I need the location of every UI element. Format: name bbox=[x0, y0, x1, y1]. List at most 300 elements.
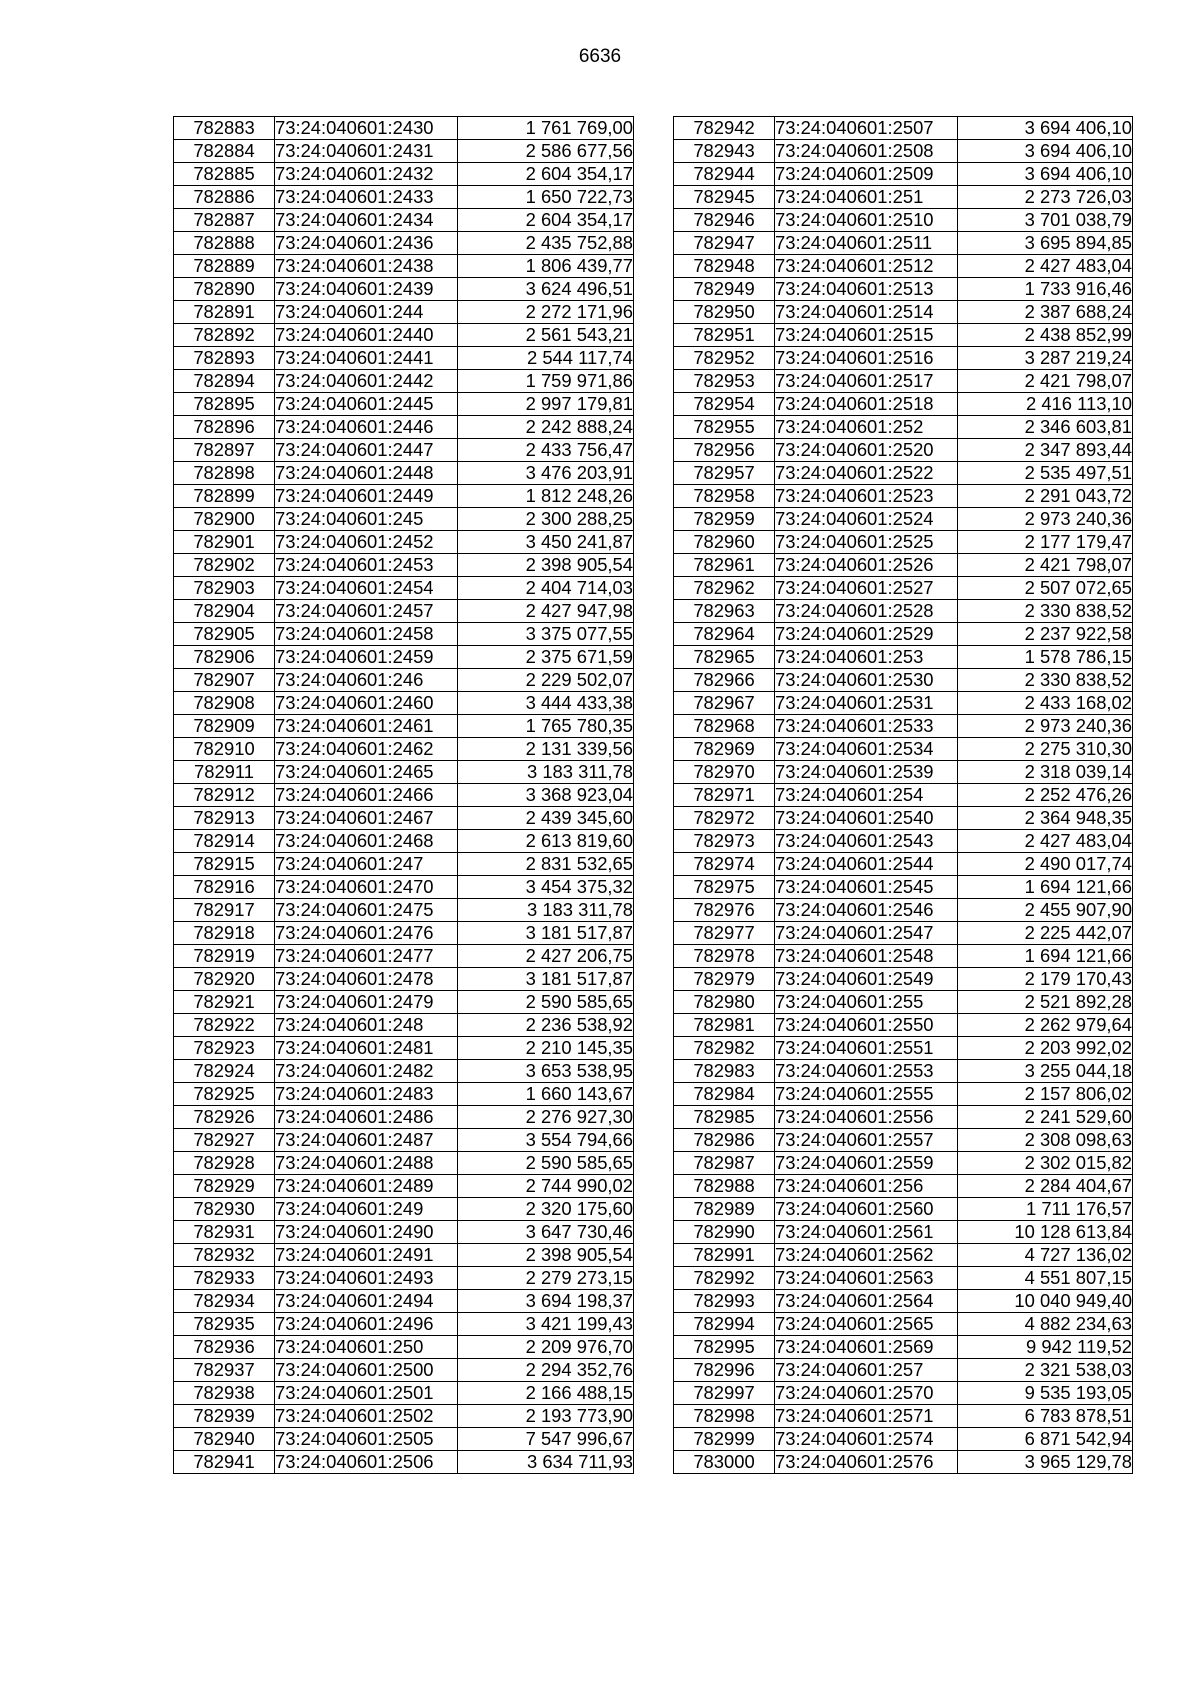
row-number-cell: 782908 bbox=[174, 692, 275, 715]
row-number-cell: 782982 bbox=[674, 1037, 775, 1060]
table-row bbox=[174, 646, 634, 669]
table-row bbox=[674, 715, 1133, 738]
table-row bbox=[174, 1451, 634, 1474]
row-number-cell: 782981 bbox=[674, 1014, 775, 1037]
cadastral-value-cell: 2 744 990,02 bbox=[458, 1175, 634, 1198]
row-number-cell: 782932 bbox=[174, 1244, 275, 1267]
row-number-cell: 782907 bbox=[174, 669, 275, 692]
cadastral-value-cell: 2 272 171,96 bbox=[458, 301, 634, 324]
cadastral-number-cell: 73:24:040601:2458 bbox=[275, 623, 458, 646]
cadastral-value-cell: 1 733 916,46 bbox=[958, 278, 1133, 301]
row-number-cell: 782915 bbox=[174, 853, 275, 876]
cadastral-value-cell: 1 660 143,67 bbox=[458, 1083, 634, 1106]
cadastral-value-cell: 2 179 170,43 bbox=[958, 968, 1133, 991]
cadastral-value-cell: 3 653 538,95 bbox=[458, 1060, 634, 1083]
cadastral-number-cell: 73:24:040601:2526 bbox=[775, 554, 958, 577]
cadastral-number-cell: 73:24:040601:2468 bbox=[275, 830, 458, 853]
row-number-cell: 782939 bbox=[174, 1405, 275, 1428]
row-number-cell: 782951 bbox=[674, 324, 775, 347]
row-number-cell: 782929 bbox=[174, 1175, 275, 1198]
cadastral-number-cell: 73:24:040601:2576 bbox=[775, 1451, 958, 1474]
cadastral-value-cell: 3 647 730,46 bbox=[458, 1221, 634, 1244]
cadastral-value-cell: 2 521 892,28 bbox=[958, 991, 1133, 1014]
table-row bbox=[674, 600, 1133, 623]
table-row bbox=[674, 646, 1133, 669]
cadastral-value-cell: 2 318 039,14 bbox=[958, 761, 1133, 784]
cadastral-number-cell: 73:24:040601:2505 bbox=[275, 1428, 458, 1451]
table-row bbox=[674, 669, 1133, 692]
table-row bbox=[674, 301, 1133, 324]
cadastral-number-cell: 73:24:040601:2477 bbox=[275, 945, 458, 968]
row-number-cell: 782944 bbox=[674, 163, 775, 186]
cadastral-value-cell: 3 695 894,85 bbox=[958, 232, 1133, 255]
table-row bbox=[174, 1267, 634, 1290]
table-row bbox=[174, 1060, 634, 1083]
cadastral-number-cell: 73:24:040601:2482 bbox=[275, 1060, 458, 1083]
cadastral-value-cell: 2 308 098,63 bbox=[958, 1129, 1133, 1152]
cadastral-value-cell: 10 040 949,40 bbox=[958, 1290, 1133, 1313]
table-body-left bbox=[174, 117, 634, 1474]
row-number-cell: 782973 bbox=[674, 830, 775, 853]
table-row bbox=[674, 577, 1133, 600]
row-number-cell: 782897 bbox=[174, 439, 275, 462]
cadastral-number-cell: 73:24:040601:2524 bbox=[775, 508, 958, 531]
row-number-cell: 782909 bbox=[174, 715, 275, 738]
cadastral-value-cell: 2 613 819,60 bbox=[458, 830, 634, 853]
table-row bbox=[674, 1083, 1133, 1106]
row-number-cell: 782976 bbox=[674, 899, 775, 922]
table-row bbox=[174, 899, 634, 922]
row-number-cell: 782925 bbox=[174, 1083, 275, 1106]
cadastral-number-cell: 73:24:040601:2459 bbox=[275, 646, 458, 669]
table-row bbox=[174, 186, 634, 209]
row-number-cell: 782954 bbox=[674, 393, 775, 416]
row-number-cell: 782991 bbox=[674, 1244, 775, 1267]
cadastral-value-cell: 2 225 442,07 bbox=[958, 922, 1133, 945]
cadastral-value-cell: 2 131 339,56 bbox=[458, 738, 634, 761]
cadastral-value-cell: 2 291 043,72 bbox=[958, 485, 1133, 508]
table-row bbox=[174, 1244, 634, 1267]
cadastral-number-cell: 73:24:040601:252 bbox=[775, 416, 958, 439]
table-row bbox=[174, 692, 634, 715]
row-number-cell: 782946 bbox=[674, 209, 775, 232]
table-row bbox=[174, 784, 634, 807]
cadastral-number-cell: 73:24:040601:2512 bbox=[775, 255, 958, 278]
row-number-cell: 782931 bbox=[174, 1221, 275, 1244]
cadastral-value-cell: 1 578 786,15 bbox=[958, 646, 1133, 669]
cadastral-value-cell: 2 544 117,74 bbox=[458, 347, 634, 370]
cadastral-value-cell: 1 759 971,86 bbox=[458, 370, 634, 393]
row-number-cell: 782993 bbox=[674, 1290, 775, 1313]
cadastral-number-cell: 73:24:040601:2481 bbox=[275, 1037, 458, 1060]
table-row bbox=[174, 738, 634, 761]
table-row bbox=[174, 232, 634, 255]
cadastral-number-cell: 73:24:040601:2570 bbox=[775, 1382, 958, 1405]
row-number-cell: 782961 bbox=[674, 554, 775, 577]
cadastral-value-cell: 2 398 905,54 bbox=[458, 554, 634, 577]
table-row bbox=[674, 1267, 1133, 1290]
cadastral-value-cell: 1 650 722,73 bbox=[458, 186, 634, 209]
row-number-cell: 782906 bbox=[174, 646, 275, 669]
cadastral-value-cell: 2 433 756,47 bbox=[458, 439, 634, 462]
table-row bbox=[174, 830, 634, 853]
cadastral-number-cell: 73:24:040601:2465 bbox=[275, 761, 458, 784]
row-number-cell: 782920 bbox=[174, 968, 275, 991]
cadastral-value-cell: 3 634 711,93 bbox=[458, 1451, 634, 1474]
table-row bbox=[174, 669, 634, 692]
row-number-cell: 782884 bbox=[174, 140, 275, 163]
table-row bbox=[174, 163, 634, 186]
cadastral-number-cell: 73:24:040601:2530 bbox=[775, 669, 958, 692]
cadastral-value-cell: 2 284 404,67 bbox=[958, 1175, 1133, 1198]
row-number-cell: 782948 bbox=[674, 255, 775, 278]
cadastral-value-cell: 3 694 406,10 bbox=[958, 140, 1133, 163]
row-number-cell: 782914 bbox=[174, 830, 275, 853]
cadastral-value-cell: 2 236 538,92 bbox=[458, 1014, 634, 1037]
row-number-cell: 782998 bbox=[674, 1405, 775, 1428]
cadastral-value-cell: 2 973 240,36 bbox=[958, 508, 1133, 531]
cadastral-value-cell: 4 551 807,15 bbox=[958, 1267, 1133, 1290]
table-row bbox=[674, 278, 1133, 301]
cadastral-value-cell: 2 427 947,98 bbox=[458, 600, 634, 623]
cadastral-number-cell: 73:24:040601:2543 bbox=[775, 830, 958, 853]
cadastral-number-cell: 73:24:040601:2553 bbox=[775, 1060, 958, 1083]
row-number-cell: 782910 bbox=[174, 738, 275, 761]
row-number-cell: 782919 bbox=[174, 945, 275, 968]
row-number-cell: 782972 bbox=[674, 807, 775, 830]
cadastral-number-cell: 73:24:040601:2518 bbox=[775, 393, 958, 416]
cadastral-value-cell: 2 433 168,02 bbox=[958, 692, 1133, 715]
cadastral-value-cell: 2 421 798,07 bbox=[958, 370, 1133, 393]
cadastral-value-cell: 2 273 726,03 bbox=[958, 186, 1133, 209]
cadastral-value-cell: 2 973 240,36 bbox=[958, 715, 1133, 738]
cadastral-number-cell: 73:24:040601:2442 bbox=[275, 370, 458, 393]
cadastral-value-cell: 2 997 179,81 bbox=[458, 393, 634, 416]
row-number-cell: 782895 bbox=[174, 393, 275, 416]
cadastral-value-cell: 3 454 375,32 bbox=[458, 876, 634, 899]
cadastral-number-cell: 73:24:040601:2432 bbox=[275, 163, 458, 186]
cadastral-value-cell: 1 711 176,57 bbox=[958, 1198, 1133, 1221]
cadastral-number-cell: 73:24:040601:2487 bbox=[275, 1129, 458, 1152]
cadastral-number-cell: 73:24:040601:2493 bbox=[275, 1267, 458, 1290]
table-row bbox=[674, 209, 1133, 232]
cadastral-number-cell: 73:24:040601:2514 bbox=[775, 301, 958, 324]
table-row bbox=[674, 439, 1133, 462]
table-row bbox=[174, 324, 634, 347]
table-body-right bbox=[674, 117, 1133, 1474]
row-number-cell: 782958 bbox=[674, 485, 775, 508]
cadastral-value-cell: 2 604 354,17 bbox=[458, 163, 634, 186]
cadastral-number-cell: 73:24:040601:2555 bbox=[775, 1083, 958, 1106]
row-number-cell: 782918 bbox=[174, 922, 275, 945]
cadastral-value-cell: 2 586 677,56 bbox=[458, 140, 634, 163]
row-number-cell: 782988 bbox=[674, 1175, 775, 1198]
table-row bbox=[174, 968, 634, 991]
cadastral-number-cell: 73:24:040601:2475 bbox=[275, 899, 458, 922]
cadastral-value-cell: 2 330 838,52 bbox=[958, 600, 1133, 623]
table-row bbox=[674, 1244, 1133, 1267]
cadastral-value-cell: 9 942 119,52 bbox=[958, 1336, 1133, 1359]
row-number-cell: 782894 bbox=[174, 370, 275, 393]
table-row bbox=[174, 1405, 634, 1428]
cadastral-number-cell: 73:24:040601:2502 bbox=[275, 1405, 458, 1428]
row-number-cell: 782901 bbox=[174, 531, 275, 554]
table-row bbox=[174, 140, 634, 163]
cadastral-value-cell: 2 320 175,60 bbox=[458, 1198, 634, 1221]
row-number-cell: 782924 bbox=[174, 1060, 275, 1083]
cadastral-value-cell: 2 203 992,02 bbox=[958, 1037, 1133, 1060]
table-row bbox=[674, 1106, 1133, 1129]
row-number-cell: 782950 bbox=[674, 301, 775, 324]
cadastral-value-cell: 6 871 542,94 bbox=[958, 1428, 1133, 1451]
cadastral-value-cell: 3 450 241,87 bbox=[458, 531, 634, 554]
cadastral-number-cell: 73:24:040601:255 bbox=[775, 991, 958, 1014]
cadastral-number-cell: 73:24:040601:244 bbox=[275, 301, 458, 324]
cadastral-number-cell: 73:24:040601:2449 bbox=[275, 485, 458, 508]
cadastral-number-cell: 73:24:040601:2520 bbox=[775, 439, 958, 462]
row-number-cell: 782943 bbox=[674, 140, 775, 163]
cadastral-number-cell: 73:24:040601:2496 bbox=[275, 1313, 458, 1336]
cadastral-number-cell: 73:24:040601:2509 bbox=[775, 163, 958, 186]
table-row bbox=[674, 784, 1133, 807]
row-number-cell: 782900 bbox=[174, 508, 275, 531]
cadastral-number-cell: 73:24:040601:2574 bbox=[775, 1428, 958, 1451]
table-row bbox=[174, 462, 634, 485]
cadastral-value-cell: 2 404 714,03 bbox=[458, 577, 634, 600]
cadastral-value-cell: 2 157 806,02 bbox=[958, 1083, 1133, 1106]
cadastral-number-cell: 73:24:040601:2431 bbox=[275, 140, 458, 163]
cadastral-number-cell: 73:24:040601:2563 bbox=[775, 1267, 958, 1290]
row-number-cell: 782989 bbox=[674, 1198, 775, 1221]
cadastral-number-cell: 73:24:040601:2547 bbox=[775, 922, 958, 945]
cadastral-value-cell: 3 476 203,91 bbox=[458, 462, 634, 485]
table-row bbox=[174, 600, 634, 623]
row-number-cell: 782887 bbox=[174, 209, 275, 232]
cadastral-value-cell: 2 279 273,15 bbox=[458, 1267, 634, 1290]
cadastral-number-cell: 73:24:040601:2531 bbox=[775, 692, 958, 715]
cadastral-number-cell: 73:24:040601:247 bbox=[275, 853, 458, 876]
row-number-cell: 782964 bbox=[674, 623, 775, 646]
cadastral-value-cell: 3 701 038,79 bbox=[958, 209, 1133, 232]
cadastral-number-cell: 73:24:040601:2470 bbox=[275, 876, 458, 899]
cadastral-number-cell: 73:24:040601:2551 bbox=[775, 1037, 958, 1060]
cadastral-value-cell: 2 439 345,60 bbox=[458, 807, 634, 830]
row-number-cell: 782933 bbox=[174, 1267, 275, 1290]
row-number-cell: 782978 bbox=[674, 945, 775, 968]
cadastral-value-cell: 2 427 483,04 bbox=[958, 255, 1133, 278]
table-row bbox=[174, 1221, 634, 1244]
row-number-cell: 782885 bbox=[174, 163, 275, 186]
cadastral-value-cell: 4 882 234,63 bbox=[958, 1313, 1133, 1336]
cadastral-number-cell: 73:24:040601:2569 bbox=[775, 1336, 958, 1359]
row-number-cell: 782959 bbox=[674, 508, 775, 531]
cadastral-value-cell: 2 590 585,65 bbox=[458, 1152, 634, 1175]
cadastral-number-cell: 73:24:040601:2448 bbox=[275, 462, 458, 485]
table-row bbox=[174, 255, 634, 278]
cadastral-number-cell: 73:24:040601:2571 bbox=[775, 1405, 958, 1428]
page-number: 6636 bbox=[578, 46, 622, 67]
table-row bbox=[674, 899, 1133, 922]
cadastral-value-cell: 2 398 905,54 bbox=[458, 1244, 634, 1267]
table-row bbox=[174, 807, 634, 830]
table-row bbox=[174, 485, 634, 508]
table-row bbox=[174, 1290, 634, 1313]
cadastral-number-cell: 73:24:040601:2560 bbox=[775, 1198, 958, 1221]
cadastral-number-cell: 73:24:040601:2460 bbox=[275, 692, 458, 715]
table-row bbox=[174, 1175, 634, 1198]
cadastral-number-cell: 73:24:040601:2440 bbox=[275, 324, 458, 347]
row-number-cell: 782999 bbox=[674, 1428, 775, 1451]
cadastral-value-cell: 1 765 780,35 bbox=[458, 715, 634, 738]
cadastral-number-cell: 73:24:040601:257 bbox=[775, 1359, 958, 1382]
cadastral-number-cell: 73:24:040601:251 bbox=[775, 186, 958, 209]
cadastral-number-cell: 73:24:040601:2559 bbox=[775, 1152, 958, 1175]
table-row bbox=[674, 255, 1133, 278]
row-number-cell: 782994 bbox=[674, 1313, 775, 1336]
row-number-cell: 782956 bbox=[674, 439, 775, 462]
cadastral-number-cell: 73:24:040601:2476 bbox=[275, 922, 458, 945]
cadastral-value-cell: 2 387 688,24 bbox=[958, 301, 1133, 324]
cadastral-value-cell: 10 128 613,84 bbox=[958, 1221, 1133, 1244]
row-number-cell: 782992 bbox=[674, 1267, 775, 1290]
cadastral-number-cell: 73:24:040601:2508 bbox=[775, 140, 958, 163]
cadastral-value-cell: 2 435 752,88 bbox=[458, 232, 634, 255]
row-number-cell: 782987 bbox=[674, 1152, 775, 1175]
cadastral-value-cell: 3 368 923,04 bbox=[458, 784, 634, 807]
cadastral-number-cell: 73:24:040601:2433 bbox=[275, 186, 458, 209]
cadastral-value-cell: 3 287 219,24 bbox=[958, 347, 1133, 370]
table-row bbox=[674, 508, 1133, 531]
row-number-cell: 782996 bbox=[674, 1359, 775, 1382]
cadastral-number-cell: 73:24:040601:2454 bbox=[275, 577, 458, 600]
table-row bbox=[674, 140, 1133, 163]
cadastral-value-cell: 3 255 044,18 bbox=[958, 1060, 1133, 1083]
table-row bbox=[674, 1405, 1133, 1428]
row-number-cell: 782945 bbox=[674, 186, 775, 209]
cadastral-value-cell: 2 347 893,44 bbox=[958, 439, 1133, 462]
row-number-cell: 782891 bbox=[174, 301, 275, 324]
cadastral-value-cell: 2 831 532,65 bbox=[458, 853, 634, 876]
table-row bbox=[174, 1428, 634, 1451]
table-row bbox=[674, 761, 1133, 784]
table-row bbox=[174, 531, 634, 554]
row-number-cell: 782902 bbox=[174, 554, 275, 577]
cadastral-number-cell: 73:24:040601:2446 bbox=[275, 416, 458, 439]
cadastral-value-cell: 2 427 483,04 bbox=[958, 830, 1133, 853]
cadastral-number-cell: 73:24:040601:2506 bbox=[275, 1451, 458, 1474]
table-row bbox=[674, 1152, 1133, 1175]
cadastral-value-cell: 3 181 517,87 bbox=[458, 968, 634, 991]
row-number-cell: 782980 bbox=[674, 991, 775, 1014]
table-row bbox=[674, 554, 1133, 577]
row-number-cell: 782969 bbox=[674, 738, 775, 761]
cadastral-number-cell: 73:24:040601:2479 bbox=[275, 991, 458, 1014]
cadastral-number-cell: 73:24:040601:245 bbox=[275, 508, 458, 531]
cadastral-value-cell: 1 806 439,77 bbox=[458, 255, 634, 278]
table-row bbox=[674, 1382, 1133, 1405]
cadastral-number-cell: 73:24:040601:2500 bbox=[275, 1359, 458, 1382]
cadastral-number-cell: 73:24:040601:2452 bbox=[275, 531, 458, 554]
cadastral-value-cell: 4 727 136,02 bbox=[958, 1244, 1133, 1267]
cadastral-value-table-left bbox=[173, 116, 634, 1474]
cadastral-value-cell: 2 237 922,58 bbox=[958, 623, 1133, 646]
cadastral-value-cell: 2 210 145,35 bbox=[458, 1037, 634, 1060]
table-row bbox=[174, 1129, 634, 1152]
cadastral-number-cell: 73:24:040601:2549 bbox=[775, 968, 958, 991]
cadastral-number-cell: 73:24:040601:2564 bbox=[775, 1290, 958, 1313]
cadastral-number-cell: 73:24:040601:2462 bbox=[275, 738, 458, 761]
row-number-cell: 782936 bbox=[174, 1336, 275, 1359]
cadastral-value-cell: 2 193 773,90 bbox=[458, 1405, 634, 1428]
cadastral-number-cell: 73:24:040601:2529 bbox=[775, 623, 958, 646]
cadastral-number-cell: 73:24:040601:2533 bbox=[775, 715, 958, 738]
row-number-cell: 782916 bbox=[174, 876, 275, 899]
row-number-cell: 782974 bbox=[674, 853, 775, 876]
cadastral-value-cell: 2 346 603,81 bbox=[958, 416, 1133, 439]
row-number-cell: 782977 bbox=[674, 922, 775, 945]
row-number-cell: 782990 bbox=[674, 1221, 775, 1244]
table-row bbox=[674, 1221, 1133, 1244]
cadastral-number-cell: 73:24:040601:2513 bbox=[775, 278, 958, 301]
cadastral-value-cell: 2 535 497,51 bbox=[958, 462, 1133, 485]
cadastral-value-cell: 2 604 354,17 bbox=[458, 209, 634, 232]
cadastral-value-cell: 2 242 888,24 bbox=[458, 416, 634, 439]
cadastral-value-cell: 3 694 406,10 bbox=[958, 163, 1133, 186]
cadastral-number-cell: 73:24:040601:2447 bbox=[275, 439, 458, 462]
row-number-cell: 782986 bbox=[674, 1129, 775, 1152]
row-number-cell: 782957 bbox=[674, 462, 775, 485]
row-number-cell: 782962 bbox=[674, 577, 775, 600]
row-number-cell: 782984 bbox=[674, 1083, 775, 1106]
cadastral-number-cell: 73:24:040601:253 bbox=[775, 646, 958, 669]
cadastral-value-cell: 1 694 121,66 bbox=[958, 876, 1133, 899]
row-number-cell: 782966 bbox=[674, 669, 775, 692]
cadastral-value-cell: 2 438 852,99 bbox=[958, 324, 1133, 347]
table-row bbox=[674, 1313, 1133, 1336]
cadastral-number-cell: 73:24:040601:2550 bbox=[775, 1014, 958, 1037]
cadastral-number-cell: 73:24:040601:2457 bbox=[275, 600, 458, 623]
row-number-cell: 782947 bbox=[674, 232, 775, 255]
row-number-cell: 782971 bbox=[674, 784, 775, 807]
row-number-cell: 782953 bbox=[674, 370, 775, 393]
cadastral-value-cell: 3 183 311,78 bbox=[458, 899, 634, 922]
row-number-cell: 782983 bbox=[674, 1060, 775, 1083]
cadastral-value-cell: 2 294 352,76 bbox=[458, 1359, 634, 1382]
cadastral-number-cell: 73:24:040601:2515 bbox=[775, 324, 958, 347]
row-number-cell: 782938 bbox=[174, 1382, 275, 1405]
cadastral-value-cell: 3 181 517,87 bbox=[458, 922, 634, 945]
table-row bbox=[674, 347, 1133, 370]
row-number-cell: 782985 bbox=[674, 1106, 775, 1129]
table-row bbox=[674, 232, 1133, 255]
table-row bbox=[674, 853, 1133, 876]
row-number-cell: 782979 bbox=[674, 968, 775, 991]
cadastral-number-cell: 73:24:040601:2557 bbox=[775, 1129, 958, 1152]
row-number-cell: 782923 bbox=[174, 1037, 275, 1060]
table-row bbox=[174, 623, 634, 646]
table-row bbox=[674, 807, 1133, 830]
row-number-cell: 782995 bbox=[674, 1336, 775, 1359]
table-row bbox=[174, 715, 634, 738]
cadastral-number-cell: 73:24:040601:2562 bbox=[775, 1244, 958, 1267]
table-row bbox=[674, 117, 1133, 140]
table-row bbox=[174, 1014, 634, 1037]
row-number-cell: 782904 bbox=[174, 600, 275, 623]
cadastral-number-cell: 73:24:040601:249 bbox=[275, 1198, 458, 1221]
row-number-cell: 782896 bbox=[174, 416, 275, 439]
table-row bbox=[174, 761, 634, 784]
row-number-cell: 782927 bbox=[174, 1129, 275, 1152]
